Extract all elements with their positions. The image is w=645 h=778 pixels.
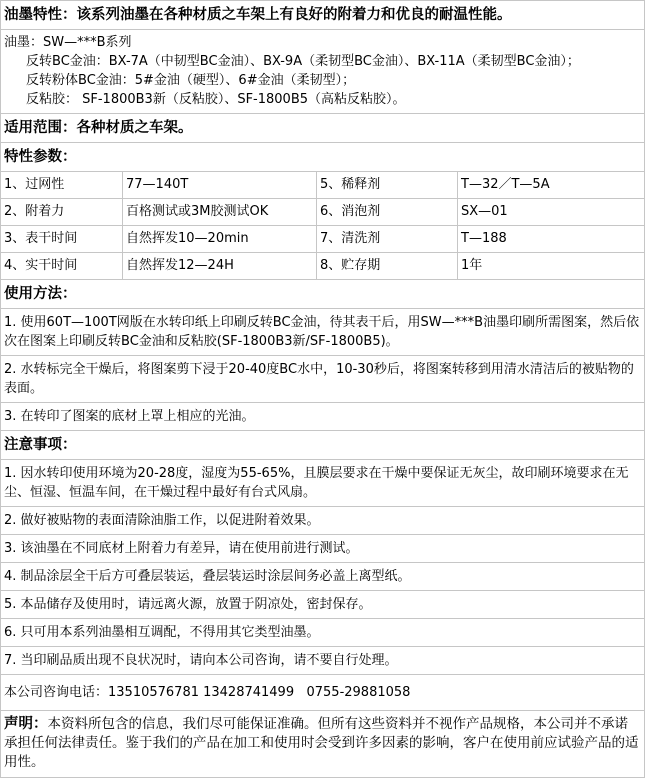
param-name: 7、清洗剂 bbox=[316, 225, 457, 252]
note-item: 7. 当印刷品质出现不良状况时，请向本公司咨询，请不要自行处理。 bbox=[1, 646, 644, 674]
ink-series-line: 油墨：SW—***B系列 bbox=[4, 35, 132, 50]
param-name: 5、稀释剂 bbox=[316, 172, 457, 198]
ink-series-section bbox=[1, 29, 644, 113]
param-name: 4、实干时间 bbox=[1, 252, 122, 279]
params-table bbox=[1, 171, 644, 279]
note-item: 1. 因水转印使用环境为20-28度，湿度为55-65%，且膜层要求在干燥中要保证无灰尘，故印刷环境要求在无尘、恒湿、恒温车间，在干燥过程中最好有台式风扇。 bbox=[1, 459, 644, 506]
param-value: 77—140T bbox=[122, 172, 316, 198]
disclaimer-row bbox=[1, 710, 644, 777]
usage-step: 3. 在转印了图案的底材上罩上相应的光油。 bbox=[1, 402, 644, 430]
param-value: 百格测试或3M胶测试OK bbox=[122, 198, 316, 225]
note-item: 4. 制品涂层全干后方可叠层装运，叠层装运时涂层间务必盖上离型纸。 bbox=[1, 562, 644, 590]
usage-step: 1. 使用60T—100T网版在水转印纸上印刷反转BC金油，待其表干后，用SW—***B油墨印刷所需图案，然后依次在图案上印刷反转BC金油和反粘胶(SF-1800B3新/SF-1800B5)。 bbox=[1, 308, 644, 355]
usage-heading: 使用方法： bbox=[1, 279, 644, 308]
ink-characteristics-title: 油墨特性：该系列油墨在各种材质之车架上有良好的附着力和优良的耐温性能。 bbox=[4, 7, 512, 23]
note-item: 3. 该油墨在不同底材上附着力有差异，请在使用前进行测试。 bbox=[1, 534, 644, 562]
param-name: 2、附着力 bbox=[1, 198, 122, 225]
ink-powder-bc-line: 反转粉体BC金油：5#金油（硬型）、6#金油（柔韧型）； bbox=[26, 73, 356, 88]
param-name: 6、消泡剂 bbox=[316, 198, 457, 225]
param-value: 1年 bbox=[457, 252, 644, 279]
param-name: 3、表干时间 bbox=[1, 225, 122, 252]
param-value: T—32／T—5A bbox=[457, 172, 644, 198]
ink-adhesive-line: 反粘胶： SF-1800B3新（反粘胶）、SF-1800B5（高粘反粘胶）。 bbox=[26, 92, 406, 107]
param-name: 1、过网性 bbox=[4, 177, 65, 192]
usage-step: 2. 水转标完全干燥后，将图案剪下浸于20-40度BC水中，10-30秒后，将图案转移到用清水清洁后的被贴物的表面。 bbox=[1, 355, 644, 402]
contact-phone-row: 本公司咨询电话：13510576781 13428741499 0755-29881058 bbox=[1, 674, 644, 710]
note-item: 6. 只可用本系列油墨相互调配，不得用其它类型油墨。 bbox=[1, 618, 644, 646]
ink-bc-gold-line: 反转BC金油：BX-7A（中韧型BC金油）、BX-9A（柔韧型BC金油）、BX-11A（柔韧型BC金油）； bbox=[26, 54, 580, 69]
param-value: T—188 bbox=[457, 225, 644, 252]
note-item: 2. 做好被贴物的表面清除油脂工作，以促进附着效果。 bbox=[1, 506, 644, 534]
param-value: 自然挥发12—24H bbox=[122, 252, 316, 279]
scope-row: 适用范围：各种材质之车架。 bbox=[1, 113, 644, 142]
param-value: 自然挥发10—20min bbox=[122, 225, 316, 252]
param-name: 8、贮存期 bbox=[316, 252, 457, 279]
disclaimer-label: 声明： bbox=[4, 716, 48, 732]
param-value: SX—01 bbox=[457, 198, 644, 225]
disclaimer-text: 本资料所包含的信息，我们尽可能保证准确。但所有这些资料并不视作产品规格，本公司并不承诺承担任何法律责任。鉴于我们的产品在加工和使用时会受到许多因素的影响，客户在使用前应试验产品的适用性。 bbox=[4, 716, 639, 770]
note-item: 5. 本品储存及使用时，请远离火源，放置于阴凉处，密封保存。 bbox=[1, 590, 644, 618]
params-heading: 特性参数： bbox=[1, 142, 644, 171]
notes-heading: 注意事项： bbox=[1, 430, 644, 459]
